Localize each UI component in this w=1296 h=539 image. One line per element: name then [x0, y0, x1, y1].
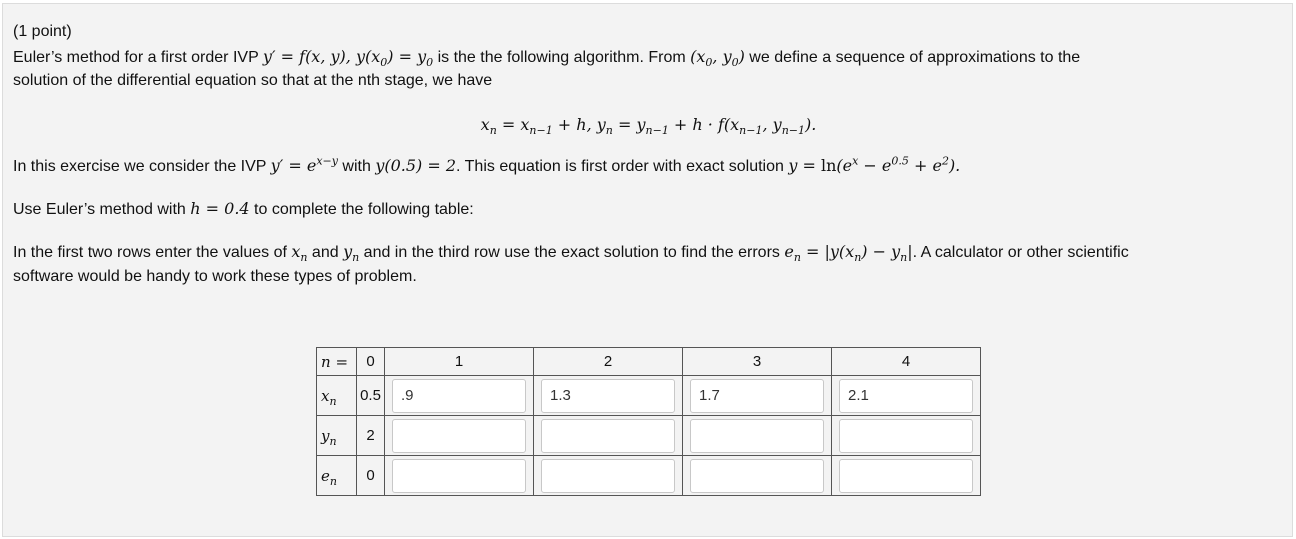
- header-col-0: 0: [357, 348, 385, 376]
- en-value-0: 0: [357, 456, 385, 496]
- euler-table: [316, 347, 981, 496]
- xn-input-3[interactable]: [690, 379, 824, 413]
- initial-point: ($x_0$, $y_0$): [690, 47, 745, 70]
- header-label: n =: [317, 348, 357, 376]
- en-input-1[interactable]: [392, 459, 526, 493]
- row-label-en: $e_n$: [317, 456, 357, 496]
- header-col-1: 1: [385, 348, 534, 376]
- row-label-yn: $y_n$: [317, 416, 357, 456]
- rows-note-line-1: In the first two rows enter the values of $x_n$ and $y_n$ and in the third row use the exact solution to find the errors $e_n = |y(x_n) - y_n|$. A calculator or other scientific: [13, 242, 1129, 265]
- xn-input-4[interactable]: [839, 379, 973, 413]
- table-row-en: [317, 456, 981, 496]
- yn-input-4[interactable]: [839, 419, 973, 453]
- exact-solution: $y = \ln(e^x - e^{0.5} + e^2)$.: [788, 154, 961, 175]
- xn-input-1[interactable]: [392, 379, 526, 413]
- step-size: h = 0.4: [190, 199, 250, 218]
- yn-value-0: 2: [357, 416, 385, 456]
- table-row-yn: [317, 416, 981, 456]
- ivp-equation: y′ = f(x, y), $y(x_0) = y_0$: [262, 47, 434, 70]
- table-row-xn: [317, 376, 981, 416]
- intro-text-3: we define a sequence of approximations to the: [744, 49, 1081, 66]
- yn-input-2[interactable]: [541, 419, 675, 453]
- header-col-2: 2: [534, 348, 683, 376]
- header-col-3: 3: [683, 348, 832, 376]
- rows-note-line-2: software would be handy to work these types of problem.: [13, 268, 417, 285]
- euler-formula: $x_n = x_{n-1} + h$, $y_n = y_{n-1} + h \cdot f(x_{n-1}$, $y_{n-1}$).: [480, 115, 817, 138]
- intro-line-2: solution of the differential equation so that at the nth stage, we have: [13, 72, 493, 89]
- xn-input-2[interactable]: [541, 379, 675, 413]
- en-input-3[interactable]: [690, 459, 824, 493]
- initial-condition: y(0.5) = 2: [375, 156, 457, 175]
- intro-text-1: Euler’s method for a first order IVP: [13, 49, 263, 66]
- intro-text-2: is the the following algorithm. From: [433, 49, 691, 66]
- exercise-line: In this exercise we consider the IVP $y' = e^{x-y}$ with y(0.5) = 2. This equation is first order with exact solution $y = \ln(e^x - e^{0.5} + e^2)$.: [13, 154, 961, 175]
- yn-input-3[interactable]: [690, 419, 824, 453]
- ode-equation: $y' = e^{x-y}$: [270, 154, 338, 175]
- header-col-4: 4: [832, 348, 981, 376]
- xn-value-0: 0.5: [357, 376, 385, 416]
- points-label: (1 point): [13, 23, 72, 40]
- intro-line-1: [13, 47, 1080, 68]
- table-header-row: [317, 348, 981, 376]
- en-input-4[interactable]: [839, 459, 973, 493]
- use-euler-line: Use Euler’s method with h = 0.4 to complete the following table:: [13, 199, 474, 218]
- problem-panel: [2, 3, 1293, 537]
- yn-input-1[interactable]: [392, 419, 526, 453]
- error-formula: $e_n = |y(x_n) - y_n|$: [784, 242, 913, 265]
- en-input-2[interactable]: [541, 459, 675, 493]
- row-label-xn: $x_n$: [317, 376, 357, 416]
